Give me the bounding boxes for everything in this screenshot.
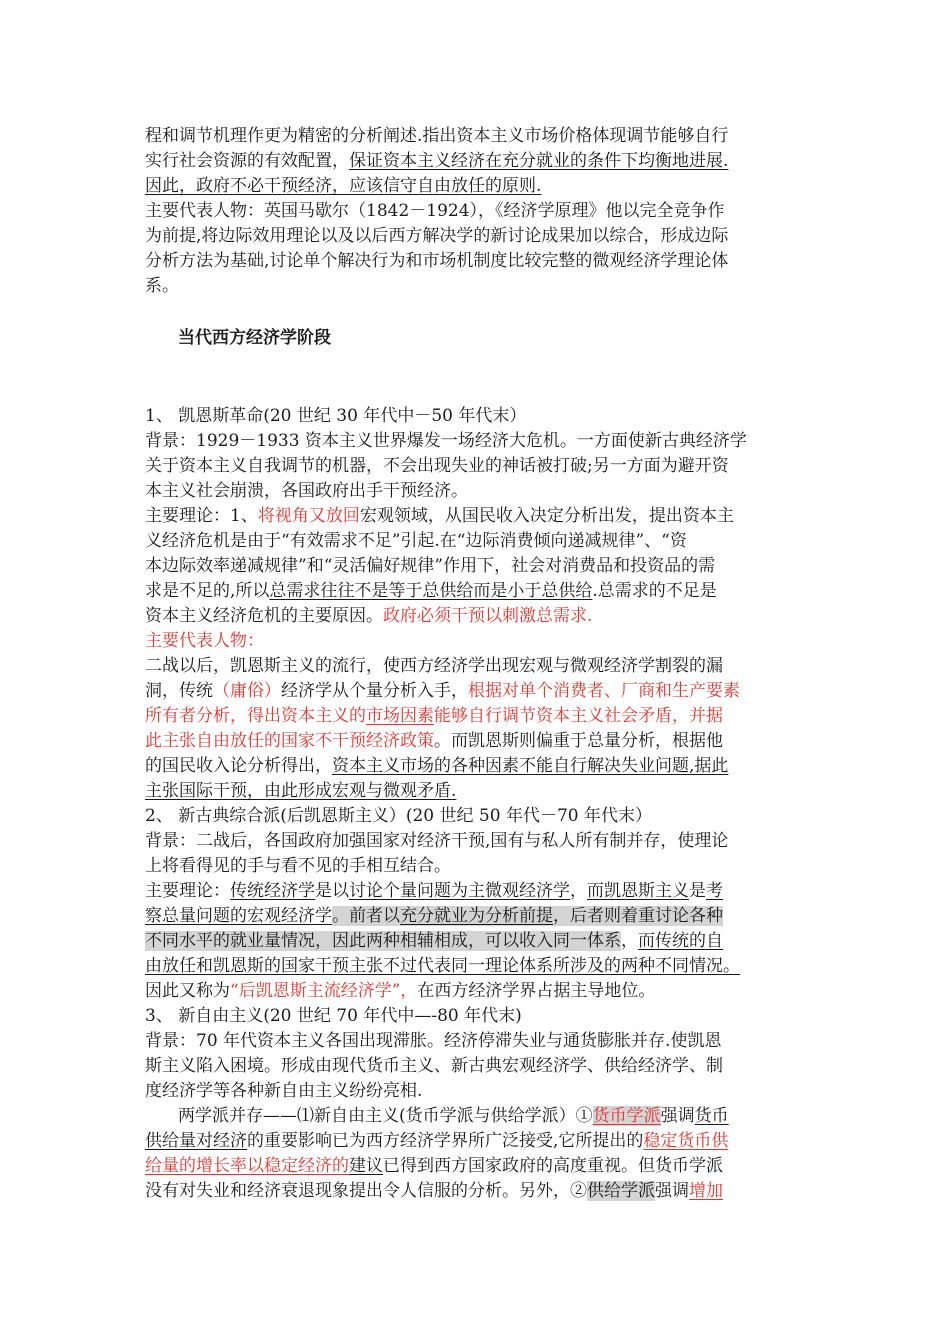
text-span: ， [570,881,587,901]
red-underlined-text: 市场因素 [366,706,434,726]
text-span: 已得到西方国家政府的高度重视。但货币学派 [383,1156,723,1176]
text-span: 背景：70 年代资本主义各国出现滞胀。经济停滞失业与通货膨胀并存.使凯恩 [145,1031,722,1051]
s3-bg-line-2 [145,1054,815,1079]
text-span: 的重要影响已为西方经济学界所广泛接受,它所提出的 [247,1131,644,1151]
s2-bg-line-2 [145,854,815,879]
highlighted-underlined-text: 充分就业为分析前提 [400,906,553,926]
text-span: 3、 新自由主义(20 世纪 70 年代中—-80 年代末) [145,1006,522,1026]
s2-theory-line-4 [145,954,815,979]
s1-bg-line-3 [145,479,815,504]
text-span: 2、 新古典综合派(后凯恩斯主义）(20 世纪 50 年代－70 年代末） [145,806,652,826]
underlined-text: 供给量对经济 [145,1131,247,1151]
text-span: 经济学从个量分析入手， [281,681,468,701]
text-span: 主要理论： [145,881,230,901]
s1-post-line-3 [145,704,815,729]
text-span: 因此又称为 [145,981,230,1001]
text-span: 宏观领域，从国民收入决定分析出发，提出资本主 [359,506,734,526]
s2-bg-line-1 [145,829,815,854]
text-span: 为前提,将边际效用理论以及以后西方解决学的新讨论成果加以综合，形成边际 [145,226,729,246]
underlined-text: 建议 [349,1156,383,1176]
text-span: 强调 [655,1181,689,1201]
text-span: 1、 凯恩斯革命(20 世纪 30 年代中－50 年代末） [145,406,527,426]
section-heading: 当代西方经济学阶段 [178,328,331,348]
s2-theory-line-1 [145,879,815,904]
red-text: “后凯恩斯主流经济学”， [230,981,418,1001]
s2-title [145,804,815,829]
s1-post-line-4 [145,729,815,754]
s1-theory-line-4 [145,579,815,604]
s1-post-line-1 [145,654,815,679]
underlined-text: 保证资本主义经济在充分就业的条件下均衡地进展. [349,151,729,171]
highlighted-text: ，后者则着重讨论各种 [553,906,723,926]
text-span: 本主义社会崩溃，各国政府出手干预经济。 [145,481,468,501]
red-text: 能够自行调节资本主义社会矛盾，并据 [434,706,723,726]
text-span: 是 [689,881,706,901]
s3-bg-line-3 [145,1079,815,1104]
red-text: 根据对单个消费者、厂商和生产要素 [468,681,740,701]
s1-bg-line-1 [145,429,815,454]
rep-line-1 [145,199,815,224]
red-highlighted-text: 货币学派 [592,1106,661,1126]
red-text: 此主张自由放任的国家不干预经济政策 [145,731,434,751]
red-text: 政府必须干预以刺激总需求. [383,606,593,626]
s3-para-line-3 [145,1154,815,1179]
s2-theory-line-5 [145,979,815,1004]
red-underlined-text: 给量的增长率以稳定经济的 [145,1156,349,1176]
s1-post-line-5 [145,754,815,779]
red-text: 将视角又放回 [257,506,360,526]
s1-rep-label [145,629,815,654]
underlined-text: 讨论个量问题为主微观经济学 [349,881,570,901]
text-span: 上将看得见的手与看不见的手相互结合。 [145,856,451,876]
underlined-text: 主张国际干预，由此形成宏观与微观矛盾. [145,781,457,801]
s3-title [145,1004,815,1029]
intro-line-3 [145,174,815,199]
underlined-text: 而凯恩斯主义 [587,881,689,901]
underlined-text: 总需求往往不是等于总供给而是小于总供给 [269,581,593,601]
s1-theory-line-2 [145,529,815,554]
text-span: 是以 [315,881,349,901]
text-span: 主要代表人物：英国马歇尔（1842－1924），《经济学原理》他以完全竞争作 [145,201,725,221]
text-span: ， [621,931,638,951]
text-span: 强调 [660,1106,695,1126]
rep-line-3 [145,249,815,274]
text-span: 资本主义经济危机的主要原因。 [145,606,383,626]
underlined-text: 资本主义市场的各种因素不能自行解决失业问题,据此 [332,756,729,776]
s1-theory-line-1 [145,504,815,529]
s1-post-line-6 [145,779,815,804]
text-span: 实行社会资源的有效配置， [145,151,349,171]
s2-theory-line-2 [145,904,815,929]
text-span: 在西方经济学界占据主导地位。 [417,981,656,1001]
s1-theory-line-3 [145,554,815,579]
underlined-text: 货币 [694,1106,729,1126]
text-span: 二战以后，凯恩斯主义的流行，使西方经济学出现宏观与微观经济学割裂的漏 [145,656,723,676]
text-span: 分析方法为基础,讨论单个解决行为和市场机制度比较完整的微观经济学理论体 [145,251,729,271]
underlined-text: 而传统的自 [638,931,723,951]
text-span: 关于资本主义自我调节的机器，不会出现失业的神话被打破;另一方面为避开资 [145,456,729,476]
text-span: 义经济危机是由于“有效需求不足”引起.在“边际消费倾向递减规律”、“资 [145,531,687,551]
text-span: 洞，传统 [145,681,213,701]
text-span: 主要理论：1、 [145,506,258,526]
s2-theory-line-3 [145,929,815,954]
s3-para-line-2 [145,1129,815,1154]
text-span: 斯主义陷入困境。形成由现代货币主义、新古典宏观经济学、供给经济学、制 [145,1056,723,1076]
text-span: 本边际效率递减规律”和“灵活偏好规律”作用下，社会对消费品和投资品的需 [145,556,716,576]
rep-line-2 [145,224,815,249]
s1-bg-line-2 [145,454,815,479]
intro-line-2 [145,149,815,174]
text-span: 两学派并存——⑴新自由主义(货币学派与供给学派）① [178,1106,593,1126]
text-span: 没有对失业和经济衰退现象提出令人信服的分析。另外，② [145,1181,587,1201]
red-text: 主要代表人物： [145,631,264,651]
underlined-text: 考 [706,881,723,901]
red-text: （庸俗） [213,681,281,701]
rep-line-4 [145,274,815,299]
intro-line-1 [145,124,815,149]
s3-bg-line-1 [145,1029,815,1054]
s1-theory-line-5 [145,604,815,629]
s1-title [145,404,815,429]
text-span: 求是不足的,所以 [145,581,270,601]
underlined-text: 传统经济学 [230,881,315,901]
red-text: 所有者分析，得出资本主义的 [145,706,366,726]
underlined-text: 察总量问题的宏观经济学 [145,906,332,926]
highlighted-text: 。前者以 [332,906,400,926]
s3-para-line-1 [178,1104,818,1129]
underlined-text: 因此，政府不必干预经济，应该信守自由放任的原则. [145,176,542,196]
text-span: .总需求的不足是 [592,581,717,601]
text-span: 背景：二战后，各国政府加强国家对经济干预,国有与私人所有制并存，使理论 [145,831,729,851]
s1-post-line-2 [145,679,815,704]
text-span: 背景：1929－1933 资本主义世界爆发一场经济大危机。一方面使新古典经济学 [145,431,747,451]
text-span: 系。 [145,276,179,296]
text-span: 。而凯恩斯则偏重于总量分析，根据他 [434,731,723,751]
red-underlined-text: 增加 [689,1181,723,1201]
underlined-text: 由放任和凯恩斯的国家干预主张不过代表同一理论体系所涉及的两种不同情况。 [145,956,740,976]
s3-para-line-4 [145,1179,815,1204]
red-underlined-text: 稳定货币供 [643,1131,729,1151]
highlighted-text: 不同水平的就业量情况，因此两种相辅相成，可以收入同一体系 [145,931,621,951]
text-span: 程和调节机理作更为精密的分析阐述.指出资本主义市场价格体现调节能够自行 [145,126,729,146]
text-span: 的国民收入论分析得出， [145,756,332,776]
text-span: 度经济学等各种新自由主义纷纷亮相. [145,1081,423,1101]
highlighted-text: 供给学派 [587,1181,655,1201]
